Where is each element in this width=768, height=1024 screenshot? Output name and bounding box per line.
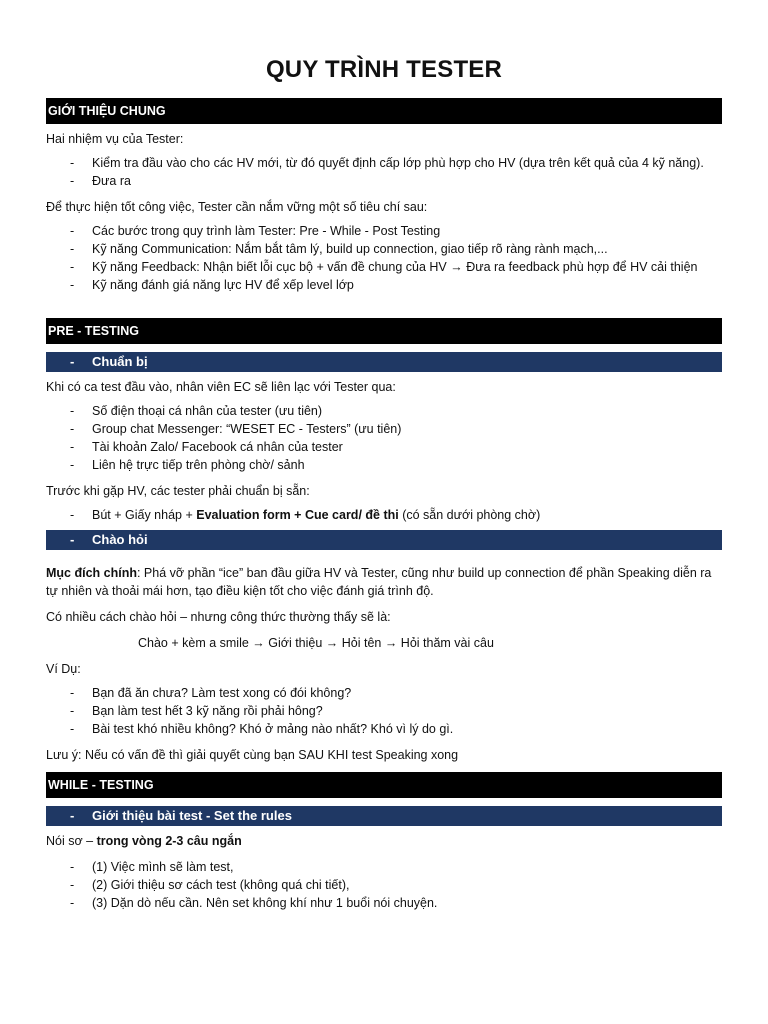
list-item: - Bút + Giấy nháp + Evaluation form + Cue card/ đề thi (có sẵn dưới phòng chờ) xyxy=(70,508,541,522)
prep-lead-2: Trước khi gặp HV, các tester phải chuẩn bị sẵn: xyxy=(46,484,310,498)
greet-purpose: Mục đích chính: Phá vỡ phần “ice” ban đầu giữa HV và Tester, cũng như build up connection để phần Speaking diễn ra tự nhiên và thoải mái hơn, tạo điều kiện tốt cho việc đánh giá trình độ. xyxy=(46,566,712,598)
list-item: - Bạn đã ăn chưa? Làm test xong có đói không? xyxy=(70,686,352,700)
list-item: - Bạn làm test hết 3 kỹ năng rồi phải hông? xyxy=(70,704,323,718)
list-item: - Kỹ năng Communication: Nắm bắt tâm lý, build up connection, giao tiếp rõ ràng rành mạch,... xyxy=(70,242,608,256)
example-list xyxy=(46,684,722,738)
list-item: - (2) Giới thiệu sơ cách test (không quá chi tiết), xyxy=(70,878,350,892)
subsection-header-greet: - Chào hỏi xyxy=(46,530,722,550)
example-label: Ví Dụ: xyxy=(46,662,81,676)
list-item: - Số điện thoại cá nhân của tester (ưu tiên) xyxy=(70,404,323,418)
rules-list xyxy=(46,858,722,912)
list-item: - Kỹ năng Feedback: Nhận biết lỗi cục bộ + vấn đề chung của HV → Đưa ra feedback phù hợp để HV cải thiện xyxy=(70,260,698,274)
list-item: - Các bước trong quy trình làm Tester: Pre - While - Post Testing xyxy=(70,224,441,238)
section-header-while: WHILE - TESTING xyxy=(46,772,722,798)
intro-lead-2: Để thực hiện tốt công việc, Tester cần nắm vững một số tiêu chí sau: xyxy=(46,200,428,214)
greet-formula: Chào + kèm a smile → Giới thiệu → Hỏi tên → Hỏi thăm vài câu xyxy=(138,636,494,650)
list-item: - Đưa ra xyxy=(70,174,131,188)
list-item: - Bài test khó nhiều không? Khó ở mảng nào nhất? Khó vì lý do gì. xyxy=(70,722,454,736)
list-item: - Liên hệ trực tiếp trên phòng chờ/ sảnh xyxy=(70,458,305,472)
intro-list-2 xyxy=(46,222,722,294)
subsection-header-prep: - Chuẩn bị xyxy=(46,352,722,372)
intro-list-1 xyxy=(46,154,722,190)
prep-materials-list xyxy=(46,506,722,524)
list-item: - (3) Dặn dò nếu cần. Nên set không khí như 1 buổi nói chuyện. xyxy=(70,896,438,910)
greet-lead: Có nhiều cách chào hỏi – nhưng công thức thường thấy sẽ là: xyxy=(46,610,391,624)
section-header-intro: GIỚI THIỆU CHUNG xyxy=(46,98,722,124)
section-header-pre: PRE - TESTING xyxy=(46,318,722,344)
list-item: - (1) Việc mình sẽ làm test, xyxy=(70,860,234,874)
list-item: - Kỹ năng đánh giá năng lực HV để xếp level lớp xyxy=(70,278,354,292)
intro-lead-1: Hai nhiệm vụ của Tester: xyxy=(46,132,184,146)
rules-lead: Nói sơ – trong vòng 2-3 câu ngắn xyxy=(46,834,242,848)
document-page xyxy=(46,0,722,912)
list-item: - Tài khoản Zalo/ Facebook cá nhân của tester xyxy=(70,440,343,454)
greet-note: Lưu ý: Nếu có vấn đề thì giải quyết cùng bạn SAU KHI test Speaking xong xyxy=(46,748,459,762)
page-title: QUY TRÌNH TESTER xyxy=(265,56,503,83)
prep-contact-list xyxy=(46,402,722,474)
subsection-header-rules: - Giới thiệu bài test - Set the rules xyxy=(46,806,722,826)
list-item: - Kiểm tra đầu vào cho các HV mới, từ đó quyết định cấp lớp phù hợp cho HV (dựa trên kết quả của 4 kỹ năng). xyxy=(70,156,704,170)
prep-lead-1: Khi có ca test đầu vào, nhân viên EC sẽ liên lạc với Tester qua: xyxy=(46,380,396,394)
list-item: - Group chat Messenger: “WESET EC - Testers” (ưu tiên) xyxy=(70,422,402,436)
